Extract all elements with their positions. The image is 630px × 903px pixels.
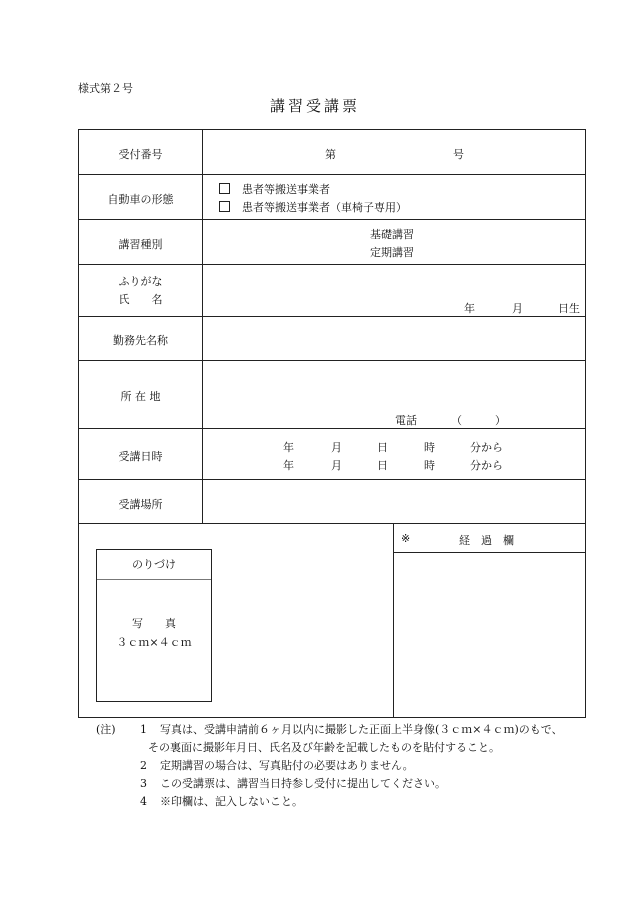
note-text: 写真は、受講申請前６ヶ月以内に撮影した正面上半身像(３ｃｍ×４ｃｍ)のもで、 — [160, 723, 563, 736]
note-number: 3 — [140, 777, 147, 790]
reception-go: 号 — [453, 148, 464, 161]
datetime-line-2-hour: 時 — [424, 459, 435, 472]
datetime-line-1-month: 月 — [331, 441, 342, 454]
notes-prefix: (注) — [96, 723, 116, 736]
datetime-line-1-minute: 分から — [470, 441, 503, 454]
form-number: 様式第２号 — [78, 82, 133, 95]
name-field[interactable] — [203, 265, 585, 315]
address-field[interactable] — [203, 361, 585, 409]
course-option-periodic[interactable]: 定期講習 — [370, 246, 414, 259]
note-text: この受講票は、講習当日持参し受付に提出してください。 — [160, 777, 446, 790]
course-type-label: 講習種別 — [118, 238, 163, 251]
birth-month: 月 — [512, 302, 523, 315]
form-table — [78, 129, 586, 718]
venue-label: 受講場所 — [118, 498, 163, 511]
datetime-label: 受講日時 — [118, 450, 163, 463]
birth-day: 日生 — [558, 302, 580, 315]
photo-glue-header: のりづけ — [97, 550, 211, 580]
page-title: 講習受講票 — [269, 97, 360, 115]
reception-number-field[interactable] — [203, 131, 585, 173]
venue-field[interactable] — [203, 480, 585, 522]
progress-field — [394, 553, 585, 717]
datetime-line-1-hour: 時 — [424, 441, 435, 454]
note-number: 2 — [140, 759, 147, 772]
vehicle-option-2[interactable]: 患者等搬送事業者（車椅子専用） — [219, 199, 407, 215]
row-divider — [79, 174, 585, 175]
checkbox-icon[interactable] — [219, 183, 230, 194]
phone-field[interactable]: （ ） — [451, 414, 506, 427]
reception-dai: 第 — [325, 148, 336, 161]
address-label: 所 在 地 — [120, 390, 161, 403]
name-label: 氏 名 — [118, 293, 163, 306]
vehicle-type-label: 自動車の形態 — [107, 193, 174, 206]
note-text: その裏面に撮影年月日、氏名及び年齢を記載したものを貼付すること。 — [148, 741, 500, 754]
workplace-label: 勤務先名称 — [113, 334, 168, 347]
furigana-label: ふりがな — [118, 275, 163, 288]
reception-number-label: 受付番号 — [118, 148, 163, 161]
datetime-line-1-day: 日 — [377, 441, 388, 454]
datetime-line-2-year: 年 — [283, 459, 294, 472]
photo-paste-area[interactable] — [96, 549, 212, 702]
note-number: 1 — [140, 723, 147, 736]
photo-label: 写 真 — [132, 617, 176, 630]
note-text: 定期講習の場合は、写真貼付の必要はありません。 — [160, 759, 414, 772]
note-number: 4 — [140, 795, 147, 808]
datetime-line-2-day: 日 — [377, 459, 388, 472]
datetime-line-1-year: 年 — [283, 441, 294, 454]
row-divider — [79, 428, 585, 429]
progress-mark: ※ — [401, 532, 411, 545]
datetime-line-2-minute: 分から — [470, 459, 503, 472]
checkbox-icon[interactable] — [219, 201, 230, 212]
birth-year: 年 — [464, 302, 475, 315]
progress-label: 経 過 欄 — [459, 534, 514, 547]
phone-label: 電話 — [395, 414, 417, 427]
row-divider — [79, 219, 585, 220]
workplace-field[interactable] — [203, 317, 585, 359]
row-divider — [79, 523, 585, 524]
course-option-basic[interactable]: 基礎講習 — [370, 228, 414, 241]
note-text: ※印欄は、記入しないこと。 — [160, 795, 303, 808]
vehicle-option-1[interactable]: 患者等搬送事業者 — [219, 181, 330, 197]
photo-size: ３ｃｍ×４ｃｍ — [116, 636, 192, 649]
datetime-line-2-month: 月 — [331, 459, 342, 472]
